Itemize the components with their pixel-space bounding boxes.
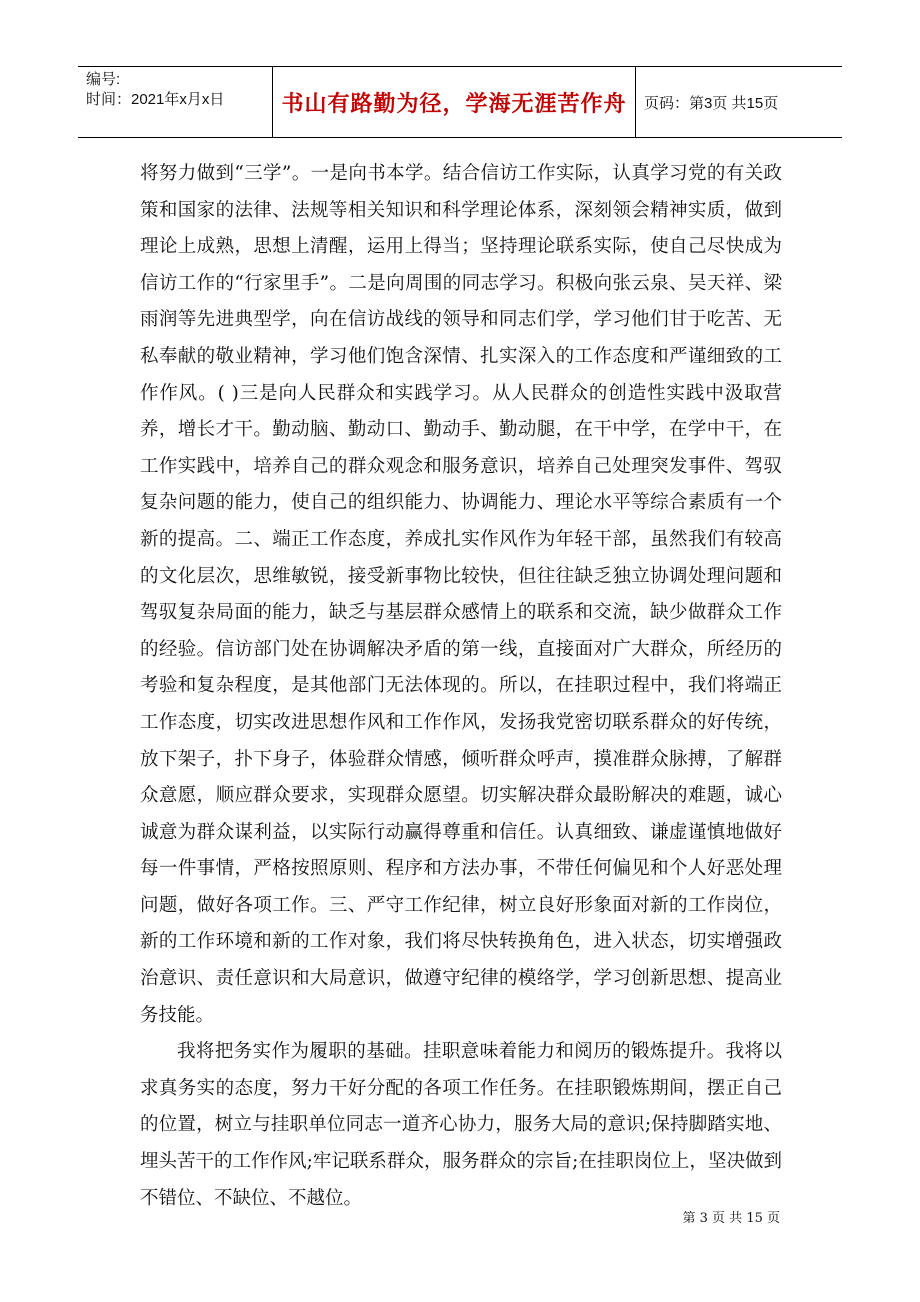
header-motto: 书山有路勤为径，学海无涯苦作舟 [272, 67, 636, 137]
paragraph: 我将把务实作为履职的基础。挂职意味着能力和阅历的锻炼提升。我将以求真务实的态度，努力干好分配的各项工作任务。在挂职锻炼期间，摆正自己的位置，树立与挂职单位同志一道齐心协力，服务大局的意识;保持脚踏实地、埋头苦干的工作作风;牢记联系群众，服务群众的宗旨;在挂职岗位上，坚决做到不错位、不缺位、不越位。 [140, 1041, 782, 1209]
page-footer: 第 3 页 共 15 页 [682, 1211, 780, 1226]
document-body [140, 156, 782, 1217]
page-header [78, 66, 842, 138]
header-page-info: 页码：第3页 共15页 [644, 94, 779, 112]
header-meta [78, 67, 272, 137]
paragraph: 将努力做到“三学”。一是向书本学。结合信访工作实际，认真学习党的有关政策和国家的法律、法规等相关知识和科学理论体系，深刻领会精神实质，做到理论上成熟，思想上清醒，运用上得当；坚持理论联系实际，使自己尽快成为信访工作的“行家里手”。二是向周围的同志学习。积极向张云泉、吴天祥、梁雨润等先进典型学，向在信访战线的领导和同志们学，学习他们甘于吃苦、无私奉献的敬业精神，学习他们饱含深情、扎实深入的工作态度和严谨细致的工作作风。( )三是向人民群众和实践学习。从人民群众的创造性实践中汲取营养，增长才干。勤动脑、勤动口、勤动手、勤动腿，在干中学，在学中干，在工作实践中，培养自己的群众观念和服务意识，培养自己处理突发事件、驾驭复杂问题的能力，使自己的组织能力、协调能力、理论水平等综合素质有一个新的提高。二、端正工作态度，养成扎实作风作为年轻干部，虽然我们有较高的文化层次，思维敏锐，接受新事物比较快，但往往缺乏独立协调处理问题和驾驭复杂局面的能力，缺乏与基层群众感情上的联系和交流，缺少做群众工作的经验。信访部门处在协调解决矛盾的第一线，直接面对广大群众，所经历的考验和复杂程度，是其他部门无法体现的。所以，在挂职过程中，我们将端正工作态度，切实改进思想作风和工作作风，发扬我党密切联系群众的好传统，放下架子，扑下身子，体验群众情感，倾听群众呼声，摸准群众脉搏，了解群众意愿，顺应群众要求，实现群众愿望。切实解决群众最盼解决的难题，诚心诚意为群众谋利益，以实际行动赢得尊重和信任。认真细致、谦虚谨慎地做好每一件事情，严格按照原则、程序和方法办事，不带任何偏见和个人好恶处理问题，做好各项工作。三、严守工作纪律，树立良好形象面对新的工作岗位，新的工作环境和新的工作对象，我们将尽快转换角色，进入状态，切实增强政治意识、责任意识和大局意识，做遵守纪律的模络学，学习创新思想、提高业务技能。 [140, 163, 782, 1026]
time-label: 时间：2021年x月x日 [86, 91, 225, 108]
serial-label: 编号: [86, 71, 121, 88]
